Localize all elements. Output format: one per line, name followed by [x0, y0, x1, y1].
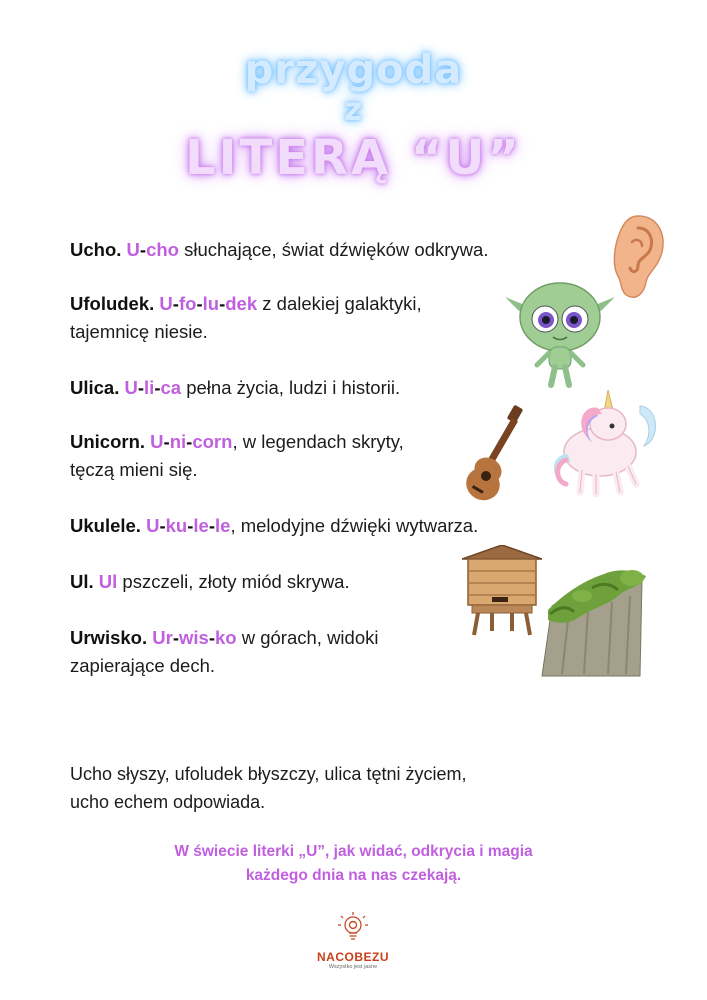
entry-word: Ukulele. [70, 515, 141, 536]
syllable: U [124, 377, 138, 398]
syllable-dash: - [186, 431, 193, 452]
syllable-dash: - [139, 239, 147, 260]
entry-line-1 [70, 428, 404, 456]
syllable-dash: - [187, 515, 194, 536]
moral-line-1: W świecie literki „U”, jak widać, odkrycia i magia [174, 843, 533, 860]
syllable: Ur [152, 627, 173, 648]
syllable: ko [214, 627, 237, 648]
closing-line-1: Ucho słyszy, ufoludek błyszczy, ulica tętni życiem, [70, 764, 467, 784]
syllable: U [126, 239, 140, 260]
entry-word: Unicorn. [70, 431, 146, 452]
closing-text [70, 760, 466, 816]
title-line-z: z [343, 90, 364, 128]
entry-line-2: tajemnicę niesie. [70, 321, 208, 342]
entry-line-1 [70, 374, 400, 402]
entry-line-1 [70, 290, 422, 318]
unicorn-icon [548, 384, 663, 499]
entry [70, 236, 488, 264]
syllable: le [215, 515, 231, 536]
entry [70, 290, 422, 346]
syllable: ni [169, 431, 187, 452]
entry-word: Ucho. [70, 239, 122, 260]
entry [70, 428, 404, 484]
closing-line-2: ucho echem odpowiada. [70, 792, 266, 812]
syllable-dash: - [208, 627, 215, 648]
syllable: U [146, 515, 160, 536]
entry [70, 624, 378, 680]
syllable-dash: - [159, 515, 166, 536]
syllable-dash: - [137, 377, 145, 398]
entry-rest: , melodyjne dźwięki wytwarza. [230, 515, 479, 536]
syllable-dash: - [208, 515, 216, 536]
logo-name: NACOBEZU [317, 950, 389, 964]
alien-icon [505, 275, 615, 390]
syllable-dash: - [154, 377, 161, 398]
entry-rest: słuchające, świat dźwięków odkrywa. [178, 239, 489, 260]
syllable-dash: - [219, 293, 226, 314]
entry-rest: w górach, widoki [236, 627, 379, 648]
entry-line-1 [70, 624, 378, 652]
syllable: Ul [98, 571, 118, 592]
syllable: U [150, 431, 164, 452]
entry [70, 568, 350, 596]
entry-rest: z dalekiej galaktyki, [257, 293, 422, 314]
syllable: corn [192, 431, 233, 452]
title-line-przygoda: przygoda [244, 47, 463, 93]
entry-line-1 [70, 236, 488, 264]
cliff-icon [522, 566, 648, 680]
entry-line-1 [70, 512, 478, 540]
syllable: cho [146, 239, 179, 260]
lightbulb-icon [335, 910, 371, 946]
entry-line-1 [70, 568, 350, 596]
moral-text [0, 840, 707, 888]
syllable: ca [160, 377, 182, 398]
entry [70, 374, 400, 402]
syllable: lu [202, 293, 220, 314]
syllable: U [159, 293, 173, 314]
syllable-dash: - [172, 293, 179, 314]
entry-word: Urwisko. [70, 627, 148, 648]
entry-rest: , w legendach skryty, [232, 431, 404, 452]
logo [303, 910, 403, 970]
ukulele-icon [466, 404, 528, 506]
title-line-litera-u: LITERĄ “U” [185, 130, 522, 186]
entry-line-2: zapierające dech. [70, 655, 216, 676]
title [0, 48, 707, 186]
syllable: dek [225, 293, 258, 314]
entry [70, 512, 478, 540]
entry-line-2: tęczą mieni się. [70, 459, 198, 480]
moral-line-2: każdego dnia na nas czekają. [245, 867, 462, 884]
syllable: le [193, 515, 209, 536]
entry-rest: pszczeli, złoty miód skrywa. [117, 571, 350, 592]
syllable: fo [178, 293, 197, 314]
entry-word: Ufoludek. [70, 293, 155, 314]
syllable-dash: - [172, 627, 179, 648]
entry-word: Ul. [70, 571, 94, 592]
syllable-dash: - [163, 431, 170, 452]
syllable: ku [165, 515, 188, 536]
entry-rest: pełna życia, ludzi i historii. [181, 377, 401, 398]
logo-tagline: Wszystko jest jasne [328, 964, 378, 970]
entry-word: Ulica. [70, 377, 120, 398]
syllable: li [144, 377, 155, 398]
syllable-dash: - [196, 293, 203, 314]
syllable: wis [178, 627, 209, 648]
ear-icon [608, 212, 668, 302]
